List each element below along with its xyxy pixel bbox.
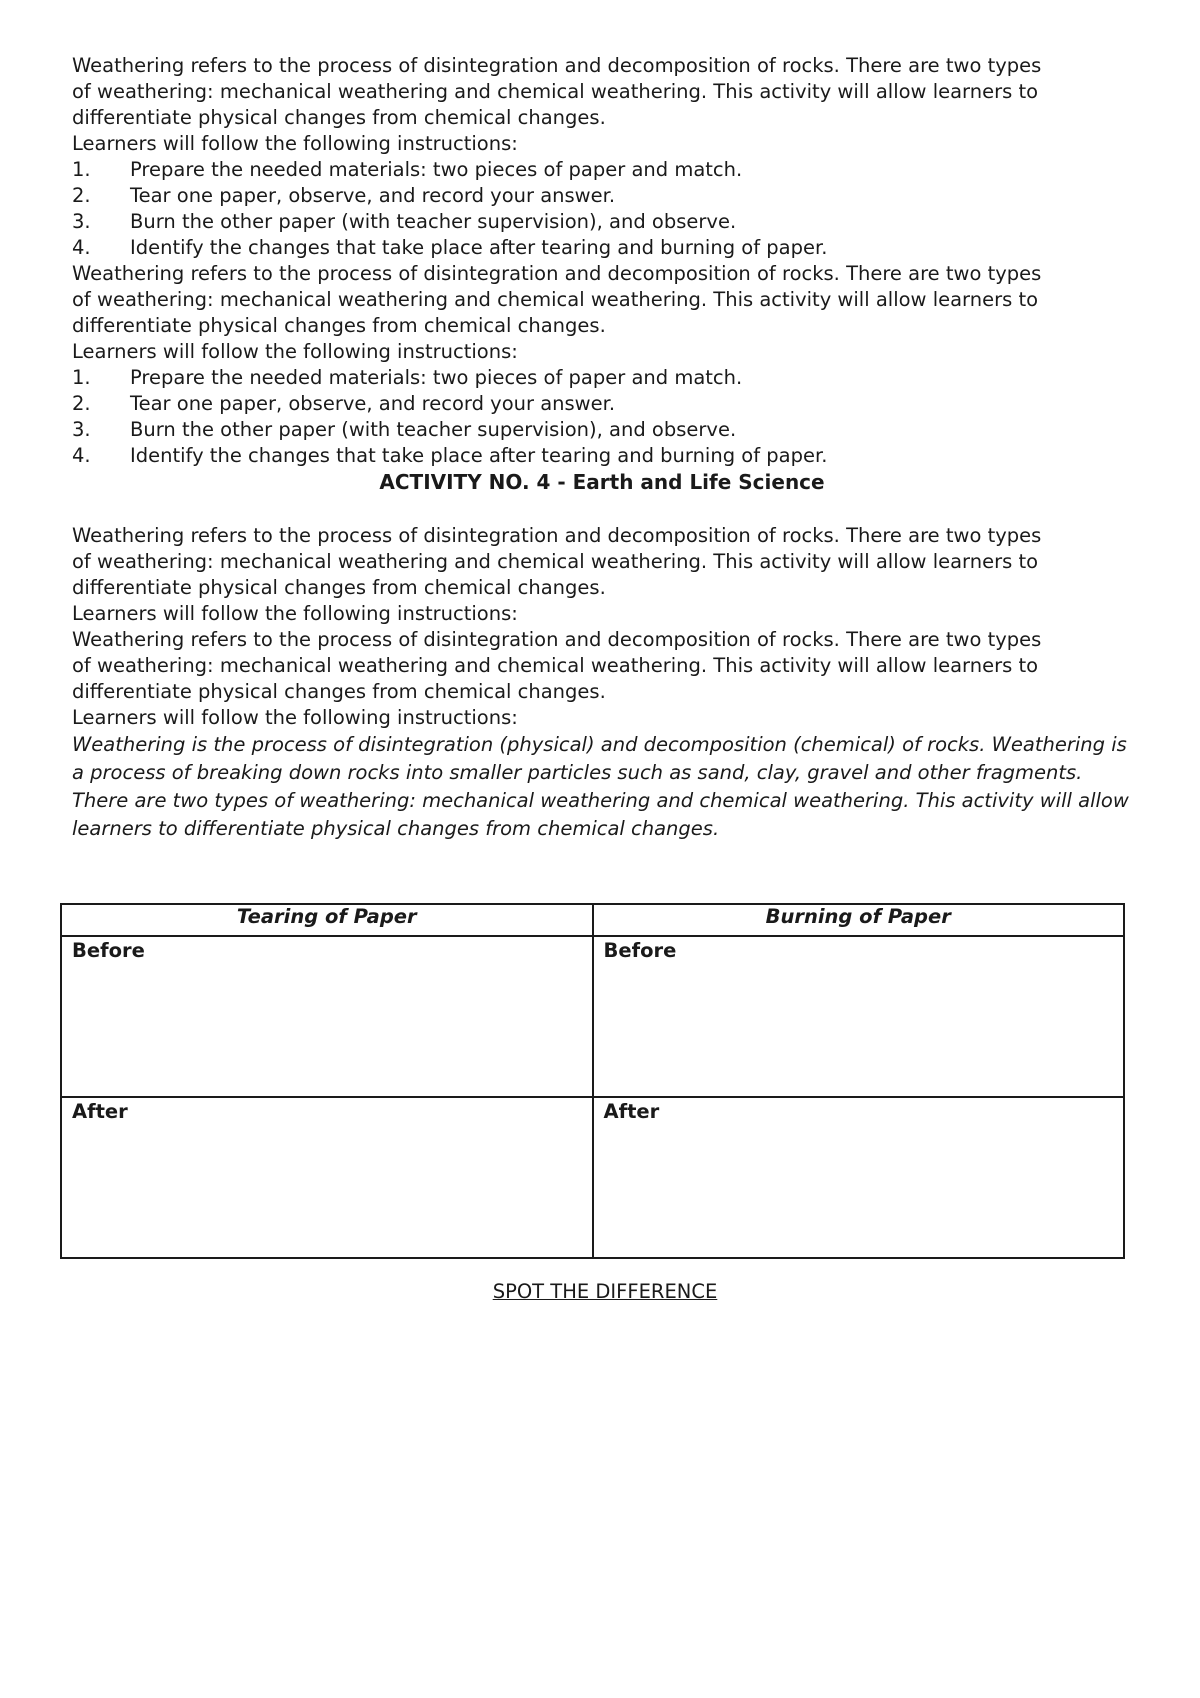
list-item: 3. Burn the other paper (with teacher supervision), and observe. [72,210,737,233]
spot-the-difference-heading: SPOT THE DIFFERENCE [492,1280,718,1303]
steps-list-1 [72,157,1132,261]
list-item: 2. Tear one paper, observe, and record your answer. [72,392,616,415]
instructions-lead-3: Learners will follow the following instructions: [72,602,518,625]
list-item: 3. Burn the other paper (with teacher supervision), and observe. [72,418,737,441]
intro-paragraph-3: Weathering refers to the process of disintegration and decomposition of rocks. There are two types of weathering: mechanical weathering and chemical weathering. This activity will allow learners to differentiate physical changes from chemical changes. [72,524,1042,599]
list-item: 1. Prepare the needed materials: two pieces of paper and match. [72,158,743,181]
intro-paragraph-1: Weathering refers to the process of disintegration and decomposition of rocks. There are two types of weathering: mechanical weathering and chemical weathering. This activity will allow learners to differentiate physical changes from chemical changes. [72,54,1042,129]
document-page [72,53,1132,843]
instructions-lead-4: Learners will follow the following instructions: [72,706,518,729]
instructions-lead-1: Learners will follow the following instructions: [72,132,518,155]
table-row [61,936,1124,1097]
burning-after-cell[interactable]: After [593,1097,1125,1258]
burning-before-cell[interactable]: Before [593,936,1125,1097]
weathering-definition: Weathering is the process of disintegration (physical) and decomposition (chemical) of rocks. Weathering is a process of breaking down rocks into smaller particles such as sand, clay, gravel and other fragments. There are two types of weathering: mechanical weathering and chemical weathering. This activity will allow learners to differentiate physical changes from chemical changes. [72,733,1129,840]
intro-paragraph-2: Weathering refers to the process of disintegration and decomposition of rocks. There are two types of weathering: mechanical weathering and chemical weathering. This activity will allow learners to differentiate physical changes from chemical changes. [72,262,1042,337]
steps-list-2 [72,365,1132,469]
tearing-before-cell[interactable]: Before [61,936,593,1097]
activity-title: ACTIVITY NO. 4 - Earth and Life Science [379,470,825,494]
header-tearing: Tearing of Paper [61,904,593,936]
list-item: 4. Identify the changes that take place after tearing and burning of paper. [72,236,828,259]
observation-table [60,903,1125,1259]
list-item: 4. Identify the changes that take place after tearing and burning of paper. [72,444,828,467]
instructions-lead-2: Learners will follow the following instructions: [72,340,518,363]
header-burning: Burning of Paper [593,904,1125,936]
list-item: 1. Prepare the needed materials: two pieces of paper and match. [72,366,743,389]
table-row [61,1097,1124,1258]
list-item: 2. Tear one paper, observe, and record your answer. [72,184,616,207]
intro-paragraph-4: Weathering refers to the process of disintegration and decomposition of rocks. There are two types of weathering: mechanical weathering and chemical weathering. This activity will allow learners to differentiate physical changes from chemical changes. [72,628,1042,703]
table-header-row [61,904,1124,936]
tearing-after-cell[interactable]: After [61,1097,593,1258]
